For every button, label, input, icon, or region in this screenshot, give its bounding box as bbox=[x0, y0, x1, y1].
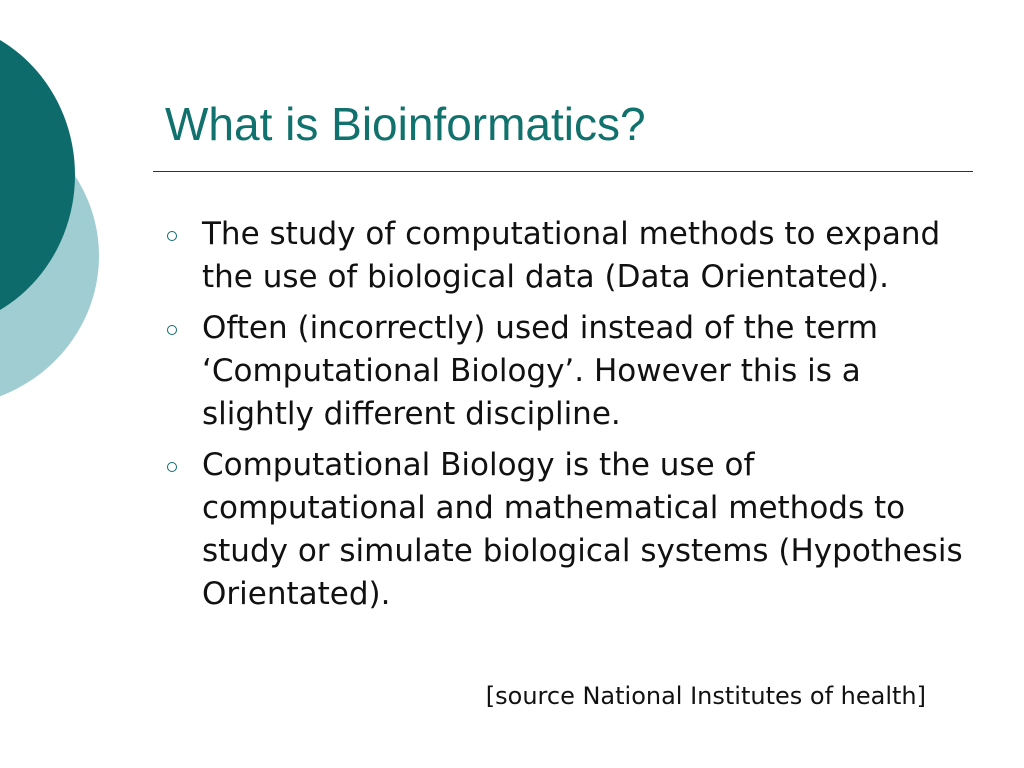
bullet-text: Often (incorrectly) used instead of the term ‘Computational Biology’. However this is a slightly different discipline. bbox=[202, 310, 878, 432]
bullet-item bbox=[160, 307, 965, 436]
bullet-text: The study of computational methods to expand the use of biological data (Data Orientated). bbox=[202, 216, 941, 295]
bullet-item bbox=[160, 444, 965, 616]
hollow-circle-bullet-icon bbox=[167, 231, 177, 241]
bullet-item bbox=[160, 213, 965, 299]
hollow-circle-bullet-icon bbox=[167, 325, 177, 335]
source-citation: [source National Institutes of health] bbox=[485, 682, 926, 710]
bullet-list bbox=[160, 213, 965, 624]
bullet-text: Computational Biology is the use of computational and mathematical methods to study or simulate biological systems (Hypothesis Orientated). bbox=[202, 447, 963, 612]
slide-title: What is Bioinformatics? bbox=[165, 98, 646, 150]
hollow-circle-bullet-icon bbox=[167, 462, 177, 472]
title-divider bbox=[153, 171, 973, 172]
